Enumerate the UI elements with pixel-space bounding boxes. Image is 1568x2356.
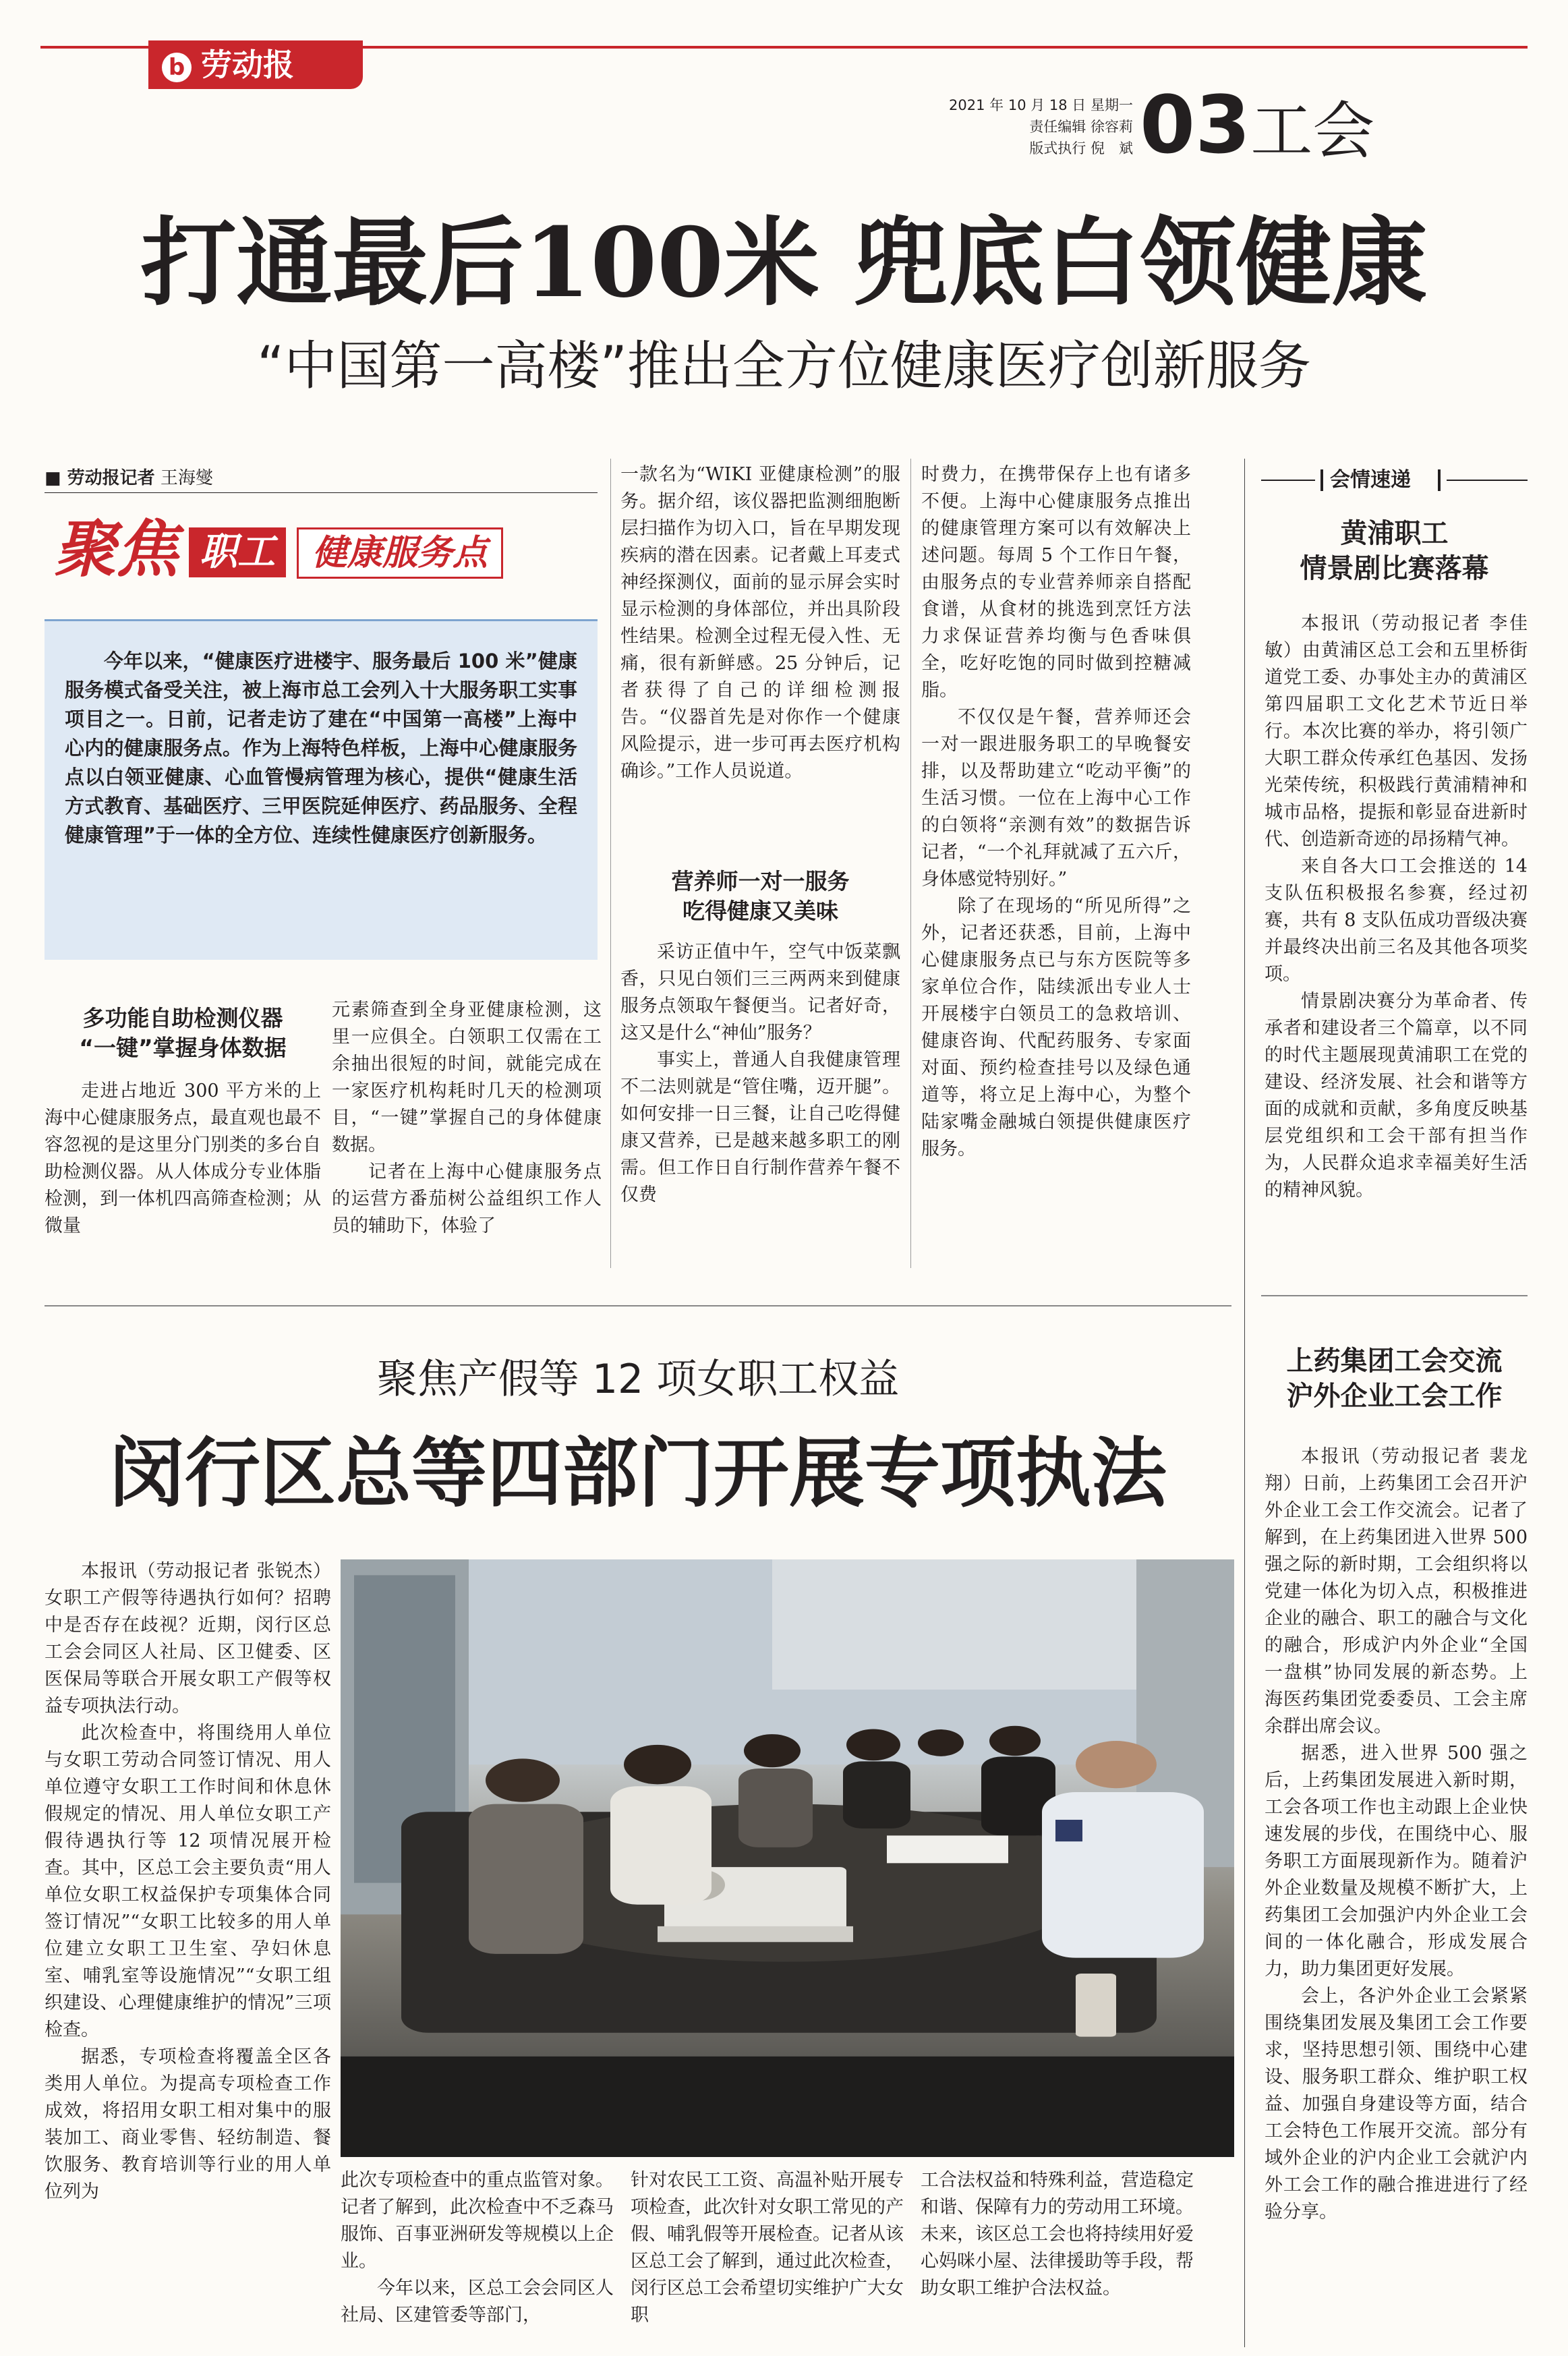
lead-summary-box: 今年以来，“健康医疗进楼宇、服务最后 100 米”健康服务模式备受关注，被上海市总工会列入十大服务职工实事项目之一。日前，记者走访了建在“中国第一高楼”上海中心内的健康服务点。作为上海特色样板，上海中心健康服务点以白领亚健康、心血管慢病管理为核心，提供“健康生活方式教育、基础医疗、三甲医院延伸医疗、药品服务、全程健康管理”于一体的全方位、连续性健康医疗创新服务。 [45, 619, 598, 960]
second-col3-para-1: 针对农民工工资、高温补贴开展专项检查，此次针对女职工常见的产假、哺乳假等开展检查。记者从该区总工会了解到，通过此次检查，闵行区总工会希望切实维护广大女职 [631, 2170, 904, 2326]
section-name: 工会 [1250, 95, 1375, 167]
banner-focus: 聚焦 [54, 513, 179, 585]
logo-text: 劳动报 [201, 47, 294, 83]
sidebar-story2-text [1265, 1443, 1528, 2226]
byline-rule [45, 492, 598, 493]
story2-title-line2: 沪外企业工会工作 [1286, 1380, 1503, 1412]
second-col2-para-2: 今年以来，区总工会会同区人社局、区建管委等部门， [341, 2278, 614, 2326]
issue-info [877, 94, 1133, 159]
sidebar-tag-label: 会情速递 [1330, 468, 1411, 492]
issue-layout: 版式执行 倪 斌 [1029, 140, 1133, 156]
story2-para-1: 本报讯（劳动报记者 裴龙翔）日前，上药集团工会召开沪外企业工会工作交流会。记者了解到，在上药集团进入世界 500 强之际的新时期，工会组织将以党建一体化为切入点，积极推进企业的融合、职工的融合与文化的融合，形成沪内外企业“全国一盘棋”协同发展的新态势。上海医药集团党委委员、工会主席余群出席会议。 [1265, 1446, 1528, 1737]
newspaper-logo [148, 40, 363, 89]
lead-col4-text [921, 461, 1191, 1163]
page-marker [1140, 78, 1517, 171]
lead-headline: 打通最后100米 兜底白领健康 [140, 207, 1428, 319]
second-col1-para-1: 本报讯（劳动报记者 张锐杰）女职工产假等待遇执行如何？招聘中是否存在歧视？近期，闵行区总工会会同区人社局、区卫健委、区医保局等联合开展女职工产假等权益专项执法行动。 [45, 1561, 331, 1717]
story1-para-1: 本报讯（劳动报记者 李佳敏）由黄浦区总工会和五里桥街道党工委、办事处主办的黄浦区第四届职工文化艺术节近日举行。本次比赛的举办，将引领广大职工群众传承红色基因、发扬光荣传统，积极践行黄浦精神和城市品格，提振和彰显奋进新时代、创造新奇迹的昂扬精气神。 [1265, 613, 1528, 850]
byline-name: 王海燮 [160, 468, 213, 488]
sidebar-story1-text [1265, 610, 1528, 1204]
second-col1-para-2: 此次检查中，将围绕用人单位与女职工劳动合同签订情况、用人单位遵守女职工工作时间和休息休假规定的情况、用人单位女职工产假待遇执行等 12 项情况展开检查。其中，区总工会主要负责“用人单位女职工权益保护专项集体合同签订情况”“女职工比较多的用人单位建立女职工卫生室、孕妇休息室、哺乳室等设施情况”“女职工组织建设、心理健康维护的情况”三项检查。 [45, 1723, 331, 2040]
byline-label: ■ 劳动报记者 [45, 468, 155, 488]
section-banner [47, 513, 593, 594]
lead-col4-para-1: 时费力，在携带保存上也有诸多不便。上海中心健康服务点推出的健康管理方案可以有效解决上述问题。每周 5 个工作日午餐，由服务点的专业营养师亲自搭配食谱，从食材的挑选到烹饪方法力求保证营养均衡与色香味俱全，吃好吃饱的同时做到控糖减脂。 [921, 464, 1191, 701]
banner-workers: 职工 [189, 527, 286, 577]
second-story-headline: 闵行区总等四部门开展专项执法 [109, 1429, 1167, 1518]
lead-col3b-text [620, 939, 900, 1209]
second-col1-para-3: 据悉，专项检查将覆盖全区各类用人单位。为提高专项检查工作成效，将招用女职工相对集中的服装加工、商业零售、轻纺制造、餐饮服务、教育培训等行业的用人单位列为 [45, 2046, 331, 2202]
lead-col3-para-1: 一款名为“WIKI 亚健康检测”的服务。据介绍，该仪器把监测细胞断层扫描作为切入口，旨在早期发现疾病的潜在因素。记者戴上耳麦式神经探测仪，面前的显示屏会实时显示检测的身体部位，并出具阶段性结果。检测全过程无侵入性、无痛，很有新鲜感。25 分钟后，记者获得了自己的详细检测报告。“仪器首先是对你作一个健康风险提示，进一步可再去医疗机构确诊。”工作人员说道。 [620, 464, 900, 782]
story1-para-2: 来自各大口工会推送的 14 支队伍积极报名参赛，经过初赛，共有 8 支队伍成功晋级决赛并最终决出前三名及其他各项奖项。 [1265, 856, 1528, 985]
section2-title-line2: 吃得健康又美味 [683, 898, 838, 924]
column-rule-1 [610, 459, 611, 1268]
story2-title-line1: 上药集团工会交流 [1286, 1345, 1503, 1377]
page-number: 03 [1140, 78, 1251, 171]
lead-col3b-para-2: 事实上，普通人自我健康管理不二法则就是“管住嘴，迈开腿”。如何安排一日三餐，让自己吃得健康又营养，已是越来越多职工的刚需。但工作日自行制作营养午餐不仅费 [620, 1050, 900, 1205]
lead-col1-text [45, 1078, 321, 1240]
second-col2-text [341, 2167, 614, 2329]
sidebar-story2-title [1261, 1344, 1528, 1414]
section1-title [45, 1004, 321, 1063]
sidebar-story-divider [1261, 1295, 1528, 1296]
lead-col2-para-1: 元素筛查到全身亚健康检测，这里一应俱全。白领职工仅需在工余抽出很短的时间，就能完成在一家医疗机构耗时几天的检测项目，“一键”掌握自己的身体健康数据。 [332, 1000, 602, 1155]
story2-para-3: 会上，各沪外企业工会紧紧围绕集团发展及集团工会工作要求，坚持思想引领、围绕中心建设、服务职工群众、维护职工权益、加强自身建设等方面，结合工会特色工作展开交流。部分有域外企业的沪内企业工会就沪内外工会工作的融合推进进行了经验分享。 [1265, 1986, 1528, 2222]
column-rule-2 [910, 459, 911, 1268]
story1-title-line1: 黄浦职工 [1340, 517, 1449, 549]
meeting-photo [341, 1559, 1234, 2157]
section1-title-line1: 多功能自助检测仪器 [82, 1005, 283, 1031]
lead-col3b-para-1: 采访正值中午，空气中饭菜飘香，只见白领们三三两两来到健康服务点领取午餐便当。记者好奇，这又是什么“神仙”服务？ [620, 942, 900, 1043]
second-col4-text [921, 2167, 1194, 2302]
issue-date: 2021 年 10 月 18 日 星期一 [949, 97, 1133, 113]
section2-title-line1: 营养师一对一服务 [671, 868, 850, 894]
meeting-photo-image [341, 1559, 1234, 2157]
lead-col4-para-3: 除了在现场的“所见所得”之外，记者还获悉，目前，上海中心健康服务点已与东方医院等多家单位合作，陆续派出专业人士开展楼宇白领员工的急救培训、健康咨询、代配药服务、专家面对面、预约检查挂号以及绿色通道等，将立足上海中心，为整个陆家嘴金融城白领提供健康医疗服务。 [921, 896, 1191, 1159]
second-story-kicker: 聚焦产假等 12 项女职工权益 [376, 1356, 900, 1403]
sidebar-tag [1261, 465, 1528, 495]
lead-col3-text [620, 461, 900, 785]
second-story-top-rule [45, 1305, 1231, 1306]
second-col1-text [45, 1558, 331, 2206]
issue-editor: 责任编辑 徐容莉 [1029, 119, 1133, 135]
sidebar-story1-title [1261, 516, 1528, 586]
story2-para-2: 据悉，进入世界 500 强之后，上药集团发展进入新时期，工会各项工作也主动跟上企业快速发展的步伐，在围绕中心、服务职工方面展现新作为。随着沪外企业数量及规模不断扩大，上药集团工会加强沪内外企业工会间的一体化融合，形成发展合力，助力集团更好发展。 [1265, 1743, 1528, 1980]
story1-para-3: 情景剧决赛分为革命者、传承者和建设者三个篇章，以不同的时代主题展现黄浦职工在党的建设、经济发展、社会和谐等方面的成就和贡献，多角度反映基层党组织和工会干部有担当作为，人民群众追求幸福美好生活的精神风貌。 [1265, 991, 1528, 1201]
second-col3-text [631, 2167, 904, 2329]
second-col2-para-1: 此次专项检查中的重点监管对象。记者了解到，此次检查中不乏森马服饰、百事亚洲研发等规模以上企业。 [341, 2170, 614, 2272]
sidebar-divider [1244, 459, 1245, 2347]
lead-col2-text [332, 997, 602, 1240]
story1-title-line2: 情景剧比赛落幕 [1300, 552, 1489, 584]
lead-col1-para: 走进占地近 300 平方米的上海中心健康服务点，最直观也最不容忽视的是这里分门别类的多台自助检测仪器。从人体成分专业体脂检测，到一体机四高筛查检测；从微量 [45, 1081, 321, 1236]
second-col4-para-1: 工合法权益和特殊利益，营造稳定和谐、保障有力的劳动用工环境。未来，该区总工会也将持续用好爱心妈咪小屋、法律援助等手段，帮助女职工维护合法权益。 [921, 2170, 1194, 2299]
lead-byline [45, 465, 598, 491]
section1-title-line2: “一键”掌握身体数据 [79, 1035, 287, 1061]
logo-mark-icon: b [162, 53, 192, 82]
banner-health-service: 健康服务点 [297, 527, 503, 579]
lead-subheadline: “中国第一高楼”推出全方位健康医疗创新服务 [257, 336, 1311, 397]
lead-col2-para-2: 记者在上海中心健康服务点的运营方番茄树公益组织工作人员的辅助下，体验了 [332, 1161, 602, 1236]
section2-title [620, 867, 900, 926]
lead-col4-para-2: 不仅仅是午餐，营养师还会一对一跟进服务职工的早晚餐安排，以及帮助建立“吃动平衡”的生活习惯。一位在上海中心工作的白领将“亲测有效”的数据告诉记者，“一个礼拜就减了五六斤，身体感觉特别好。” [921, 707, 1191, 890]
